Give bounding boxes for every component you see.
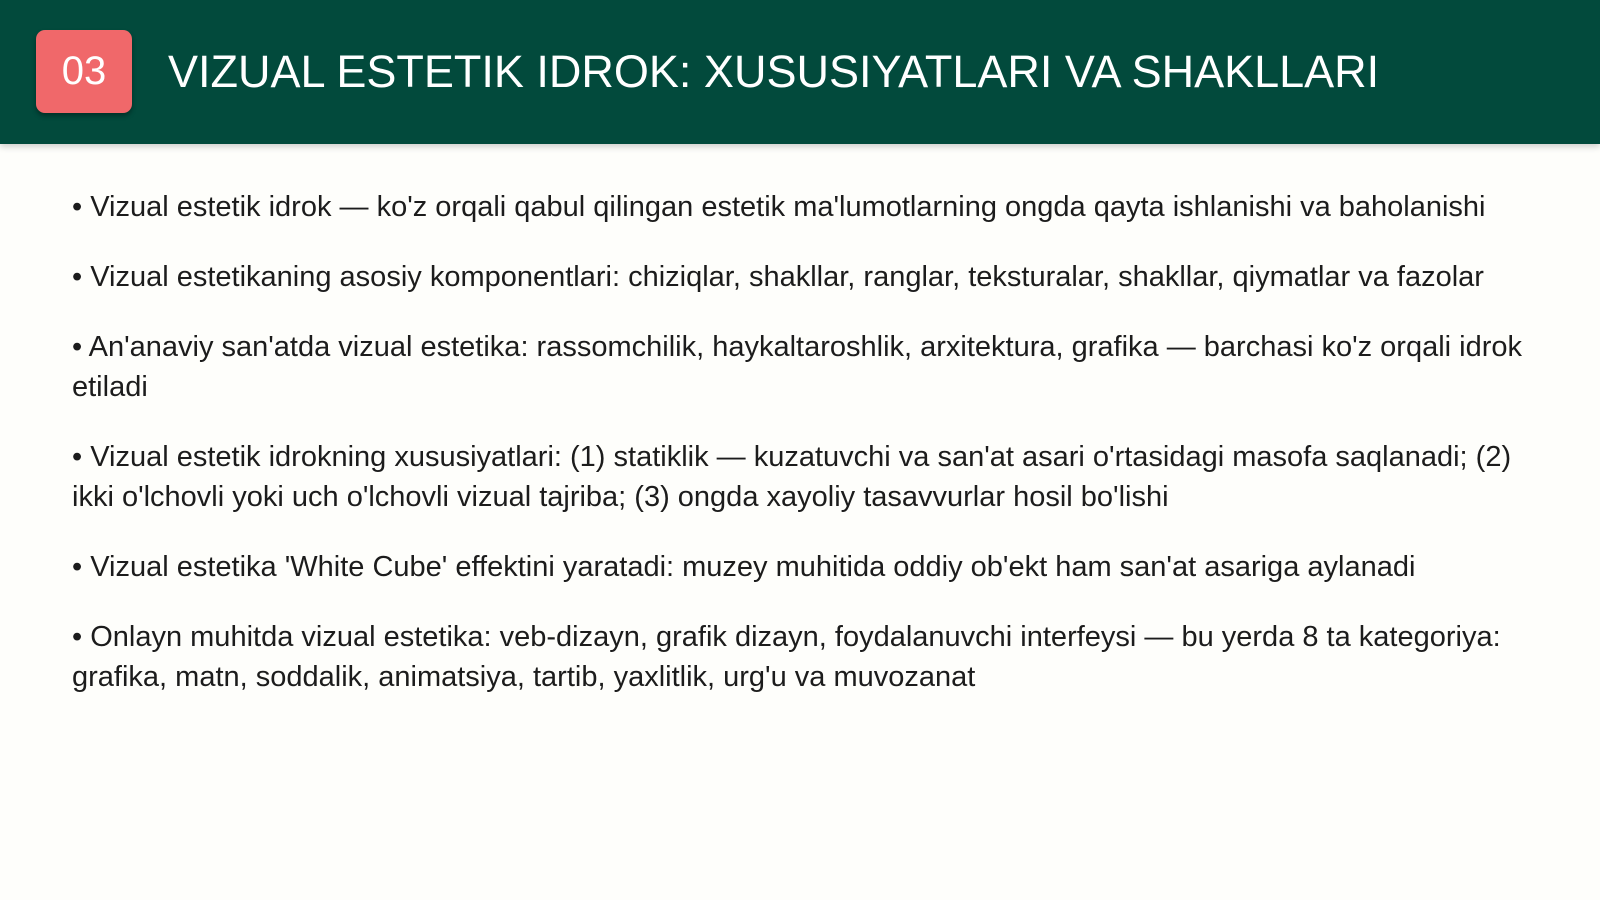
bullet-item: • Vizual estetik idrok — ko'z orqali qabul qilingan estetik ma'lumotlarning ongda qayta ishlanishi va baholanishi [72, 191, 1486, 223]
bullet-item: • Onlayn muhitda vizual estetika: veb-dizayn, grafik dizayn, foydalanuvchi interfeysi — bu yerda 8 ta kategoriya: grafika, matn, soddalik, animatsiya, tartib, yaxlitlik, urg'u va muvozanat [72, 621, 1501, 693]
bullet-item: • Vizual estetikaning asosiy komponentlari: chiziqlar, shakllar, ranglar, teksturalar, shakllar, qiymatlar va fazolar [72, 261, 1484, 293]
slide-number-badge: 03 [36, 30, 132, 113]
bullet-item: • Vizual estetik idrokning xususiyatlari: (1) statiklik — kuzatuvchi va san'at asari o'rtasidagi masofa saqlanadi; (2) ikki o'lchovli yoki uch o'lchovli vizual tajriba; (3) ongda xayoliy tasavvurlar hosil bo'lishi [72, 441, 1512, 513]
bullet-item: • Vizual estetika 'White Cube' effektini yaratadi: muzey muhitida oddiy ob'ekt ham san'at asariga aylanadi [72, 551, 1416, 583]
bullet-list [72, 187, 1542, 727]
slide-header [0, 0, 1600, 144]
bullet-item: • An'anaviy san'atda vizual estetika: rassomchilik, haykaltaroshlik, arxitektura, grafika — barchasi ko'z orqali idrok etiladi [72, 331, 1523, 403]
slide-title: VIZUAL ESTETIK IDROK: XUSUSIYATLARI VA SHAKLLARI [168, 46, 1380, 97]
